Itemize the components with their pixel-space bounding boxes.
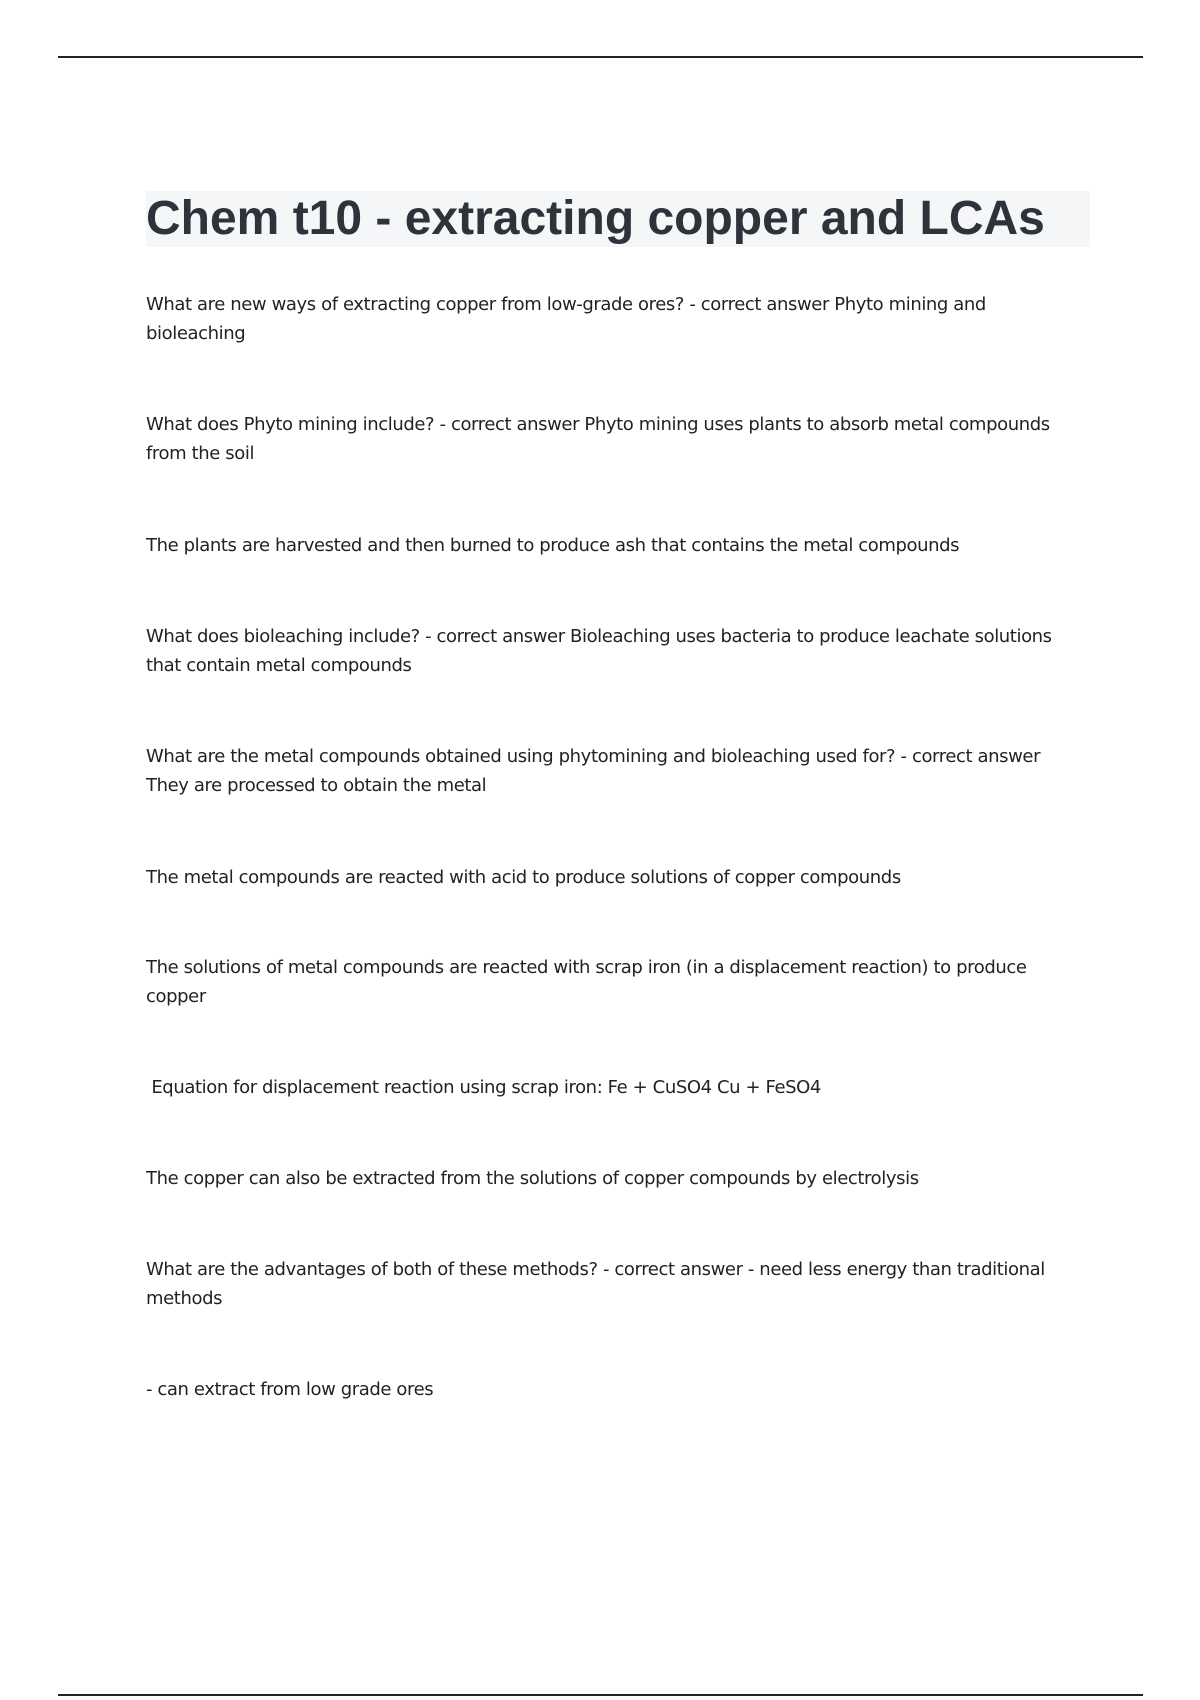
paragraph-6: The metal compounds are reacted with acid to produce solutions of copper compounds [146,867,901,888]
paragraph-1: What are new ways of extracting copper from low-grade ores? - correct answer Phyto mining and bioleaching [146,294,986,344]
paragraph-7: The solutions of metal compounds are reacted with scrap iron (in a displacement reaction) to produce copper [146,957,1027,1007]
bottom-rule [58,1694,1143,1696]
paragraph-8: Equation for displacement reaction using scrap iron: Fe + CuSO4 Cu + FeSO4 [146,1077,821,1098]
paragraph-10: What are the advantages of both of these methods? - correct answer - need less energy than traditional methods [146,1259,1045,1309]
paragraph-3: The plants are harvested and then burned to produce ash that contains the metal compounds [146,535,960,556]
title-banner [146,191,1090,247]
paragraph-5: What are the metal compounds obtained using phytomining and bioleaching used for? - correct answer They are processed to obtain the metal [146,746,1041,796]
paragraph-4: What does bioleaching include? - correct answer Bioleaching uses bacteria to produce leachate solutions that contain metal compounds [146,626,1052,676]
paragraph-2: What does Phyto mining include? - correct answer Phyto mining uses plants to absorb metal compounds from the soil [146,414,1050,464]
paragraph-9: The copper can also be extracted from the solutions of copper compounds by electrolysis [146,1168,919,1189]
top-rule [58,56,1143,58]
paragraph-11: - can extract from low grade ores [146,1379,434,1400]
document-title: Chem t10 - extracting copper and LCAs [146,192,1045,245]
